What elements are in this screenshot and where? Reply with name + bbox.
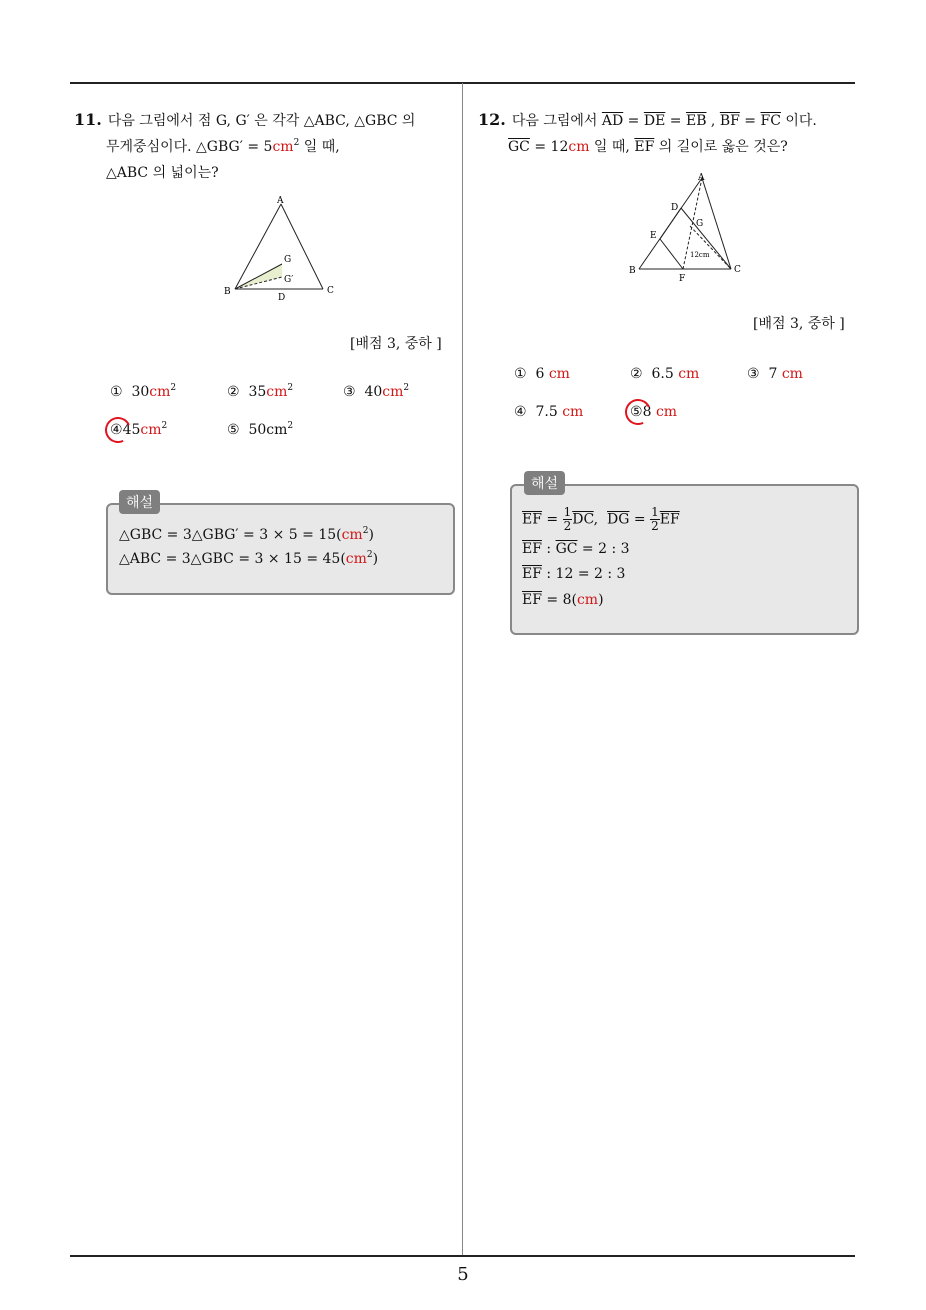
choice-mark: ① bbox=[514, 366, 527, 382]
segment-EF: $\overline{EF}$ bbox=[522, 592, 542, 608]
choice-value: 40 bbox=[364, 384, 383, 400]
q12-triangle-figure bbox=[624, 168, 749, 288]
q12-solution-line-4 bbox=[522, 592, 604, 608]
q12-choice-5[interactable] bbox=[630, 404, 677, 420]
label-B: B bbox=[629, 266, 636, 276]
question-number: 12. bbox=[478, 110, 506, 129]
segment-BF: $\overline{BF}$ bbox=[719, 113, 740, 129]
question-line: 일 때, bbox=[299, 139, 340, 155]
label-C: C bbox=[327, 286, 334, 296]
question-line: 무게중심이다. △GBG′ = 5 bbox=[106, 139, 273, 155]
q11-solution-tag: 해설 bbox=[119, 490, 160, 514]
q11-choice-2[interactable]: ② $35cm^2$ bbox=[227, 383, 294, 400]
choice-value: 6 bbox=[535, 366, 545, 382]
segment-EF: $\overline{EF}$ bbox=[522, 541, 542, 557]
answer-circle-mark bbox=[101, 413, 134, 446]
segment-EF: $\overline{EF}$ bbox=[659, 511, 680, 528]
segment-DE: $\overline{DE}$ bbox=[643, 113, 666, 129]
choice-unit: cm bbox=[781, 366, 803, 382]
choice-unit: cm bbox=[266, 384, 288, 400]
fraction-denominator: 2 bbox=[563, 519, 572, 533]
choice-unit: cm bbox=[149, 384, 171, 400]
q12-solution-line-3 bbox=[522, 566, 625, 582]
fraction-numerator: 1 bbox=[563, 505, 572, 519]
segment-AD: $\overline{AD}$ bbox=[601, 113, 624, 129]
solution-text: ) bbox=[598, 592, 604, 608]
question-number: 11. bbox=[74, 110, 102, 129]
solution-text: : bbox=[541, 541, 556, 557]
column-divider bbox=[462, 83, 463, 1256]
q12-choice-4[interactable] bbox=[514, 404, 583, 420]
segment-EF: $\overline{EF}$ bbox=[634, 139, 655, 155]
choice-unit: cm bbox=[382, 384, 404, 400]
fraction-half bbox=[563, 506, 573, 533]
choice-mark: ① bbox=[110, 384, 123, 400]
q12-choice-2[interactable] bbox=[630, 366, 699, 382]
question-12-text: 12. 다음 그림에서 $\overline{AD} = \overline{DE} = \overline{EB}$ , $\overline{BF} = \overline{FC}$ 이다. $\overline{GC} = 12cm$ 일 때, $\overline{EF}$ 의 길이로 옳은 것은? bbox=[478, 110, 817, 155]
label-D: D bbox=[278, 293, 286, 303]
choice-mark: ④ bbox=[110, 422, 123, 438]
bottom-rule bbox=[70, 1255, 855, 1257]
question-line: = 12 bbox=[529, 139, 569, 155]
choice-unit: cm bbox=[548, 366, 570, 382]
solution-unit: cm bbox=[341, 527, 363, 543]
choice-value: 7 bbox=[768, 366, 778, 382]
label-C: C bbox=[734, 265, 741, 275]
question-line: 이다. bbox=[780, 113, 817, 129]
choice-mark: ④ bbox=[514, 404, 527, 420]
choice-unit: cm bbox=[562, 404, 584, 420]
question-11-text: 11. 다음 그림에서 점 G, G′ 은 각각 △ABC, △GBC 의 무게중심이다. △GBG′ = $5cm^2$ 일 때, △ABC 의 넓이는? bbox=[74, 107, 459, 186]
solution-text: = 2 : 3 bbox=[577, 541, 630, 557]
choice-value: 30 bbox=[131, 384, 150, 400]
solution-text: : 12 = 2 : 3 bbox=[541, 566, 626, 582]
solution-text: ) bbox=[368, 527, 374, 543]
label-E: E bbox=[650, 231, 657, 241]
q12-choice-1[interactable] bbox=[514, 366, 570, 382]
segment-EB: $\overline{EB}$ bbox=[685, 113, 707, 129]
label-B: B bbox=[224, 287, 231, 297]
label-F: F bbox=[679, 274, 686, 284]
solution-text: = bbox=[541, 511, 563, 528]
solution-unit: cm bbox=[576, 592, 599, 608]
choice-unit: cm bbox=[140, 422, 162, 438]
q11-triangle-figure bbox=[215, 192, 345, 307]
q11-solution-box bbox=[106, 503, 455, 595]
q12-points: [배점 3, 중하 ] bbox=[753, 316, 845, 332]
q12-solution-line-1: $\overline{EF}$ = $\frac{1}{2}$ $\overline{DC}$, $\overline{DG}$ = $\frac{1}{2}$ $\overline{EF}$ bbox=[522, 505, 680, 533]
choice-unit: cm bbox=[655, 404, 678, 420]
choice-mark: ⑤ bbox=[227, 422, 240, 438]
question-line: 일 때, bbox=[589, 139, 635, 155]
choice-unit: cm bbox=[678, 366, 700, 382]
page-number: 5 bbox=[457, 1264, 469, 1285]
question-line: 의 길이로 옳은 것은? bbox=[654, 139, 788, 155]
solution-text: = bbox=[629, 511, 651, 528]
q11-choice-4[interactable]: $④45cm^2$ bbox=[110, 422, 167, 438]
label-G: G bbox=[696, 219, 704, 229]
label-length: 12cm bbox=[690, 251, 710, 259]
solution-text: △ABC = 3△GBC = 3 × 15 = 45( bbox=[119, 551, 346, 567]
choice-mark: ③ bbox=[747, 366, 760, 382]
label-A: A bbox=[277, 196, 284, 206]
question-line: 다음 그림에서 점 G, G′ 은 각각 △ABC, △GBC 의 bbox=[107, 113, 416, 129]
choice-value: 7.5 bbox=[535, 404, 558, 420]
q11-points: [배점 3, 중하 ] bbox=[350, 336, 442, 352]
question-line: △ABC 의 넓이는? bbox=[106, 165, 219, 181]
unit-cm: cm bbox=[272, 139, 294, 155]
q12-solution-line-2 bbox=[522, 541, 630, 557]
solution-text: ) bbox=[372, 551, 379, 567]
q12-solution-tag: 해설 bbox=[524, 471, 565, 495]
solution-text: = 8( bbox=[541, 592, 577, 608]
q11-solution-line-2: △ABC = 3△GBC = $3 \times 15 = 45(cm^2)$ bbox=[119, 550, 379, 567]
q12-choice-3[interactable] bbox=[747, 366, 803, 382]
choice-value: 50cm bbox=[248, 422, 288, 438]
q11-solution-line-1: △GBC = 3△GBG′ = $3 \times 5 = 15(cm^2)$ bbox=[119, 526, 374, 543]
segment-GC: $\overline{GC}$ bbox=[508, 139, 530, 155]
label-G: G bbox=[284, 255, 292, 265]
segment-FC: $\overline{FC}$ bbox=[760, 113, 781, 129]
solution-text: △GBC = 3△GBG′ = 3 × 5 = 15( bbox=[119, 527, 342, 543]
fraction-half bbox=[650, 506, 660, 533]
segment-DC: $\overline{DC}$ bbox=[572, 511, 594, 528]
segment-DG: $\overline{DG}$ bbox=[607, 511, 630, 528]
label-D: D bbox=[671, 203, 679, 213]
choice-mark: ⑤ bbox=[630, 404, 643, 420]
q11-choice-3[interactable]: ③ $40cm^2$ bbox=[343, 383, 410, 400]
fraction-numerator: 1 bbox=[651, 505, 659, 519]
solution-unit: cm bbox=[345, 551, 367, 567]
segment-GC: $\overline{GC}$ bbox=[555, 541, 578, 557]
choice-mark: ② bbox=[227, 384, 240, 400]
q11-choice-5[interactable]: ⑤ $50cm^2$ bbox=[227, 421, 294, 438]
choice-value: 6.5 bbox=[651, 366, 674, 382]
choice-value: 45 bbox=[122, 422, 141, 438]
fraction-denominator: 2 bbox=[651, 519, 659, 533]
answer-circle-mark bbox=[621, 395, 654, 428]
choice-value: 8 bbox=[642, 404, 652, 420]
choice-mark: ② bbox=[630, 366, 643, 382]
choice-value: 35 bbox=[248, 384, 267, 400]
label-G-prime: G′ bbox=[284, 275, 294, 285]
q11-choice-1[interactable]: ① $30cm^2$ bbox=[110, 383, 177, 400]
segment-EF: $\overline{EF}$ bbox=[522, 511, 542, 528]
segment-EF: $\overline{EF}$ bbox=[522, 566, 542, 582]
unit-cm: cm bbox=[568, 139, 590, 155]
question-line: 다음 그림에서 bbox=[511, 113, 602, 129]
label-A: A bbox=[698, 173, 705, 183]
choice-mark: ③ bbox=[343, 384, 356, 400]
